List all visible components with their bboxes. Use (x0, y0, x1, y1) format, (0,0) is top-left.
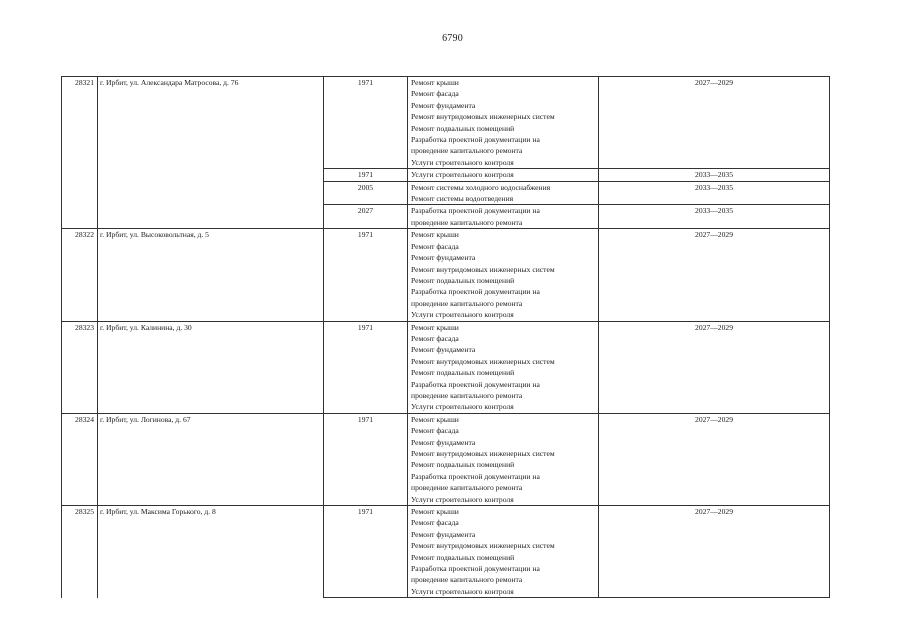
work-item: Ремонт подвальных помещений (411, 460, 515, 470)
work-item: Ремонт фундамента (411, 100, 476, 110)
work-item: Ремонт крыши (411, 322, 459, 332)
work-item: Ремонт подвальных помещений (411, 275, 515, 285)
house-id-cell: 28322 (62, 229, 98, 321)
table-row (62, 321, 830, 413)
year-cell: 1971 (324, 169, 408, 181)
work-item: Разработка проектной документации на (411, 206, 540, 216)
work-item: проведение капитального ремонта (411, 298, 523, 308)
year-cell: 1971 (324, 229, 408, 321)
house-id-cell: 28321 (62, 77, 98, 229)
period-cell: 2027—2029 (599, 413, 830, 505)
work-item: Ремонт фасада (411, 89, 459, 99)
period-cell: 2027—2029 (599, 506, 830, 598)
work-item: Услуги строительного контроля (411, 586, 514, 596)
address-cell: г. Ирбит, ул. Александара Матросова, д. 76 (98, 77, 324, 229)
period-cell: 2027—2029 (599, 321, 830, 413)
work-item: Ремонт фасада (411, 241, 459, 251)
work-item: Ремонт крыши (411, 78, 459, 87)
works-cell (408, 205, 599, 229)
work-item: Ремонт подвальных помещений (411, 552, 515, 562)
house-id-cell: 28324 (62, 413, 98, 505)
address-cell: г. Ирбит, ул. Высоковольтная, д. 5 (98, 229, 324, 321)
table-row (62, 506, 830, 598)
house-id-cell: 28325 (62, 506, 98, 598)
works-cell (408, 169, 599, 181)
work-item: Услуги строительного контроля (411, 494, 514, 504)
table-row (62, 229, 830, 321)
work-item: Ремонт крыши (411, 507, 459, 517)
year-cell: 2027 (324, 205, 408, 229)
work-item: проведение капитального ремонта (411, 146, 523, 156)
period-cell: 2027—2029 (599, 77, 830, 169)
work-item: Услуги строительного контроля (411, 170, 514, 180)
year-cell: 1971 (324, 413, 408, 505)
work-item: Разработка проектной документации на (411, 135, 540, 145)
period-cell: 2033—2035 (599, 205, 830, 229)
page-number: 6790 (442, 33, 463, 44)
schedule-body (62, 77, 830, 598)
house-id-cell: 28323 (62, 321, 98, 413)
work-item: Ремонт системы холодного водоснабжения (411, 182, 551, 192)
year-cell: 1971 (324, 77, 408, 169)
work-item: проведение капитального ремонта (411, 483, 523, 493)
work-item: Ремонт внутридомовых инженерных систем (411, 264, 555, 274)
work-item: Ремонт системы водоотведения (411, 194, 514, 204)
work-item: Разработка проектной документации на (411, 287, 540, 297)
work-item: Разработка проектной документации на (411, 564, 540, 574)
work-item: Ремонт подвальных помещений (411, 123, 515, 133)
work-item: Ремонт внутридомовых инженерных систем (411, 541, 555, 551)
work-item: Услуги строительного контроля (411, 402, 514, 412)
works-cell (408, 321, 599, 413)
works-cell (408, 77, 599, 169)
work-item: Ремонт фасада (411, 518, 459, 528)
work-item: Ремонт внутридомовых инженерных систем (411, 449, 555, 458)
work-item: Ремонт фундамента (411, 253, 476, 263)
work-item: Ремонт фундамента (411, 437, 476, 447)
works-cell (408, 413, 599, 505)
work-item: Услуги строительного контроля (411, 310, 514, 320)
work-item: Ремонт подвальных помещений (411, 368, 515, 378)
address-cell: г. Ирбит, ул. Максима Горького, д. 8 (98, 506, 324, 598)
work-item: Ремонт фундамента (411, 345, 476, 355)
works-cell (408, 229, 599, 321)
address-cell: г. Ирбит, ул. Логинова, д. 67 (98, 413, 324, 505)
work-item: Разработка проектной документации на (411, 379, 540, 389)
period-cell: 2027—2029 (599, 229, 830, 321)
work-item: Разработка проектной документации на (411, 471, 540, 481)
works-cell (408, 506, 599, 598)
work-item: проведение капитального ремонта (411, 390, 523, 400)
work-item: Ремонт внутридомовых инженерных систем (411, 356, 555, 366)
year-cell: 1971 (324, 506, 408, 598)
address-cell: г. Ирбит, ул. Калинина, д. 30 (98, 321, 324, 413)
year-cell: 2005 (324, 181, 408, 205)
table-row (62, 413, 830, 505)
table-row (62, 77, 830, 169)
work-item: Ремонт внутридомовых инженерных систем (411, 112, 555, 122)
work-item: Ремонт фундамента (411, 529, 476, 539)
work-item: Ремонт фасада (411, 426, 459, 436)
works-cell (408, 181, 599, 205)
work-item: проведение капитального ремонта (411, 217, 523, 227)
repair-schedule-table (61, 76, 830, 598)
period-cell: 2033—2035 (599, 169, 830, 181)
year-cell: 1971 (324, 321, 408, 413)
work-item: проведение капитального ремонта (411, 575, 523, 585)
work-item: Услуги строительного контроля (411, 157, 514, 167)
work-item: Ремонт крыши (411, 230, 459, 240)
period-cell: 2033—2035 (599, 181, 830, 205)
work-item: Ремонт фасада (411, 333, 459, 343)
work-item: Ремонт крыши (411, 414, 459, 424)
